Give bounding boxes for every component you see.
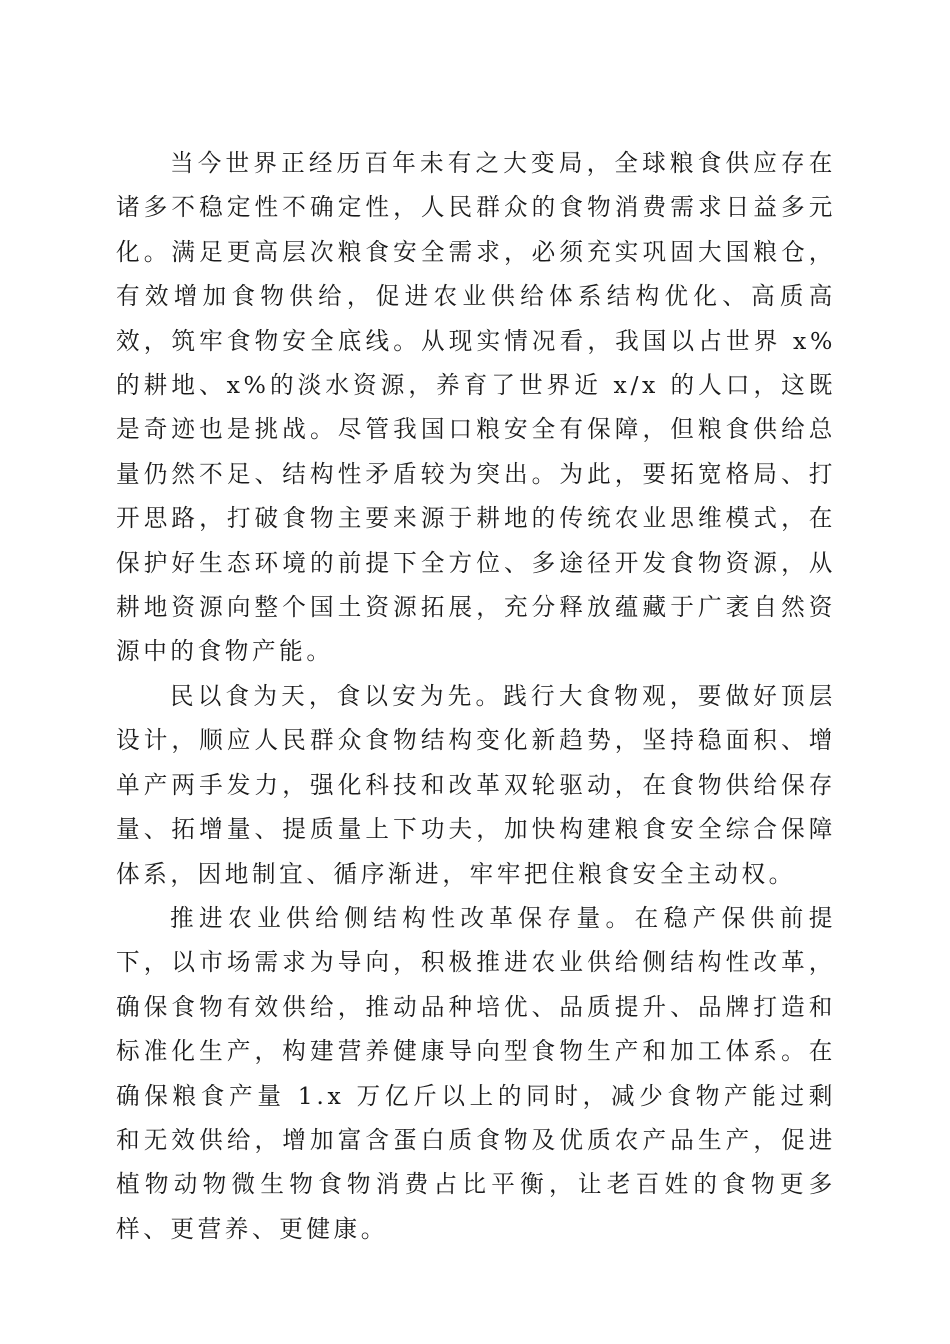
paragraph-2: 民以食为天，食以安为先。践行大食物观，要做好顶层设计，顺应人民群众食物结构变化新趋势，坚持稳面积、增单产两手发力，强化科技和改革双轮驱动，在食物供给保存量、拓增量、提质量上下功夫，加快构建粮食安全综合保障体系，因地制宜、循序渐进，牢牢把住粮食安全主动权。 <box>116 681 836 888</box>
document-body <box>116 141 836 1251</box>
paragraph-1: 当今世界正经历百年未有之大变局，全球粮食供应存在诸多不稳定性不确定性，人民群众的食物消费需求日益多元化。满足更高层次粮食安全需求，必须充实巩固大国粮仓，有效增加食物供给，促进农业供给体系结构优化、高质高效，筑牢食物安全底线。从现实情况看，我国以占世界 x%的耕地、x%的淡水资源，养育了世界近 x/x 的人口，这既是奇迹也是挑战。尽管我国口粮安全有保障，但粮食供给总量仍然不足、结构性矛盾较为突出。为此，要拓宽格局、打开思路，打破食物主要来源于耕地的传统农业思维模式，在保护好生态环境的前提下全方位、多途径开发食物资源，从耕地资源向整个国土资源拓展，充分释放蕴藏于广袤自然资源中的食物产能。 <box>116 149 836 666</box>
paragraph-3: 推进农业供给侧结构性改革保存量。在稳产保供前提下，以市场需求为导向，积极推进农业供给侧结构性改革，确保食物有效供给，推动品种培优、品质提升、品牌打造和标准化生产，构建营养健康导向型食物生产和加工体系。在确保粮食产量 1.x 万亿斤以上的同时，减少食物产能过剩和无效供给，增加富含蛋白质食物及优质农产品生产，促进植物动物微生物食物消费占比平衡，让老百姓的食物更多样、更营养、更健康。 <box>116 903 836 1243</box>
